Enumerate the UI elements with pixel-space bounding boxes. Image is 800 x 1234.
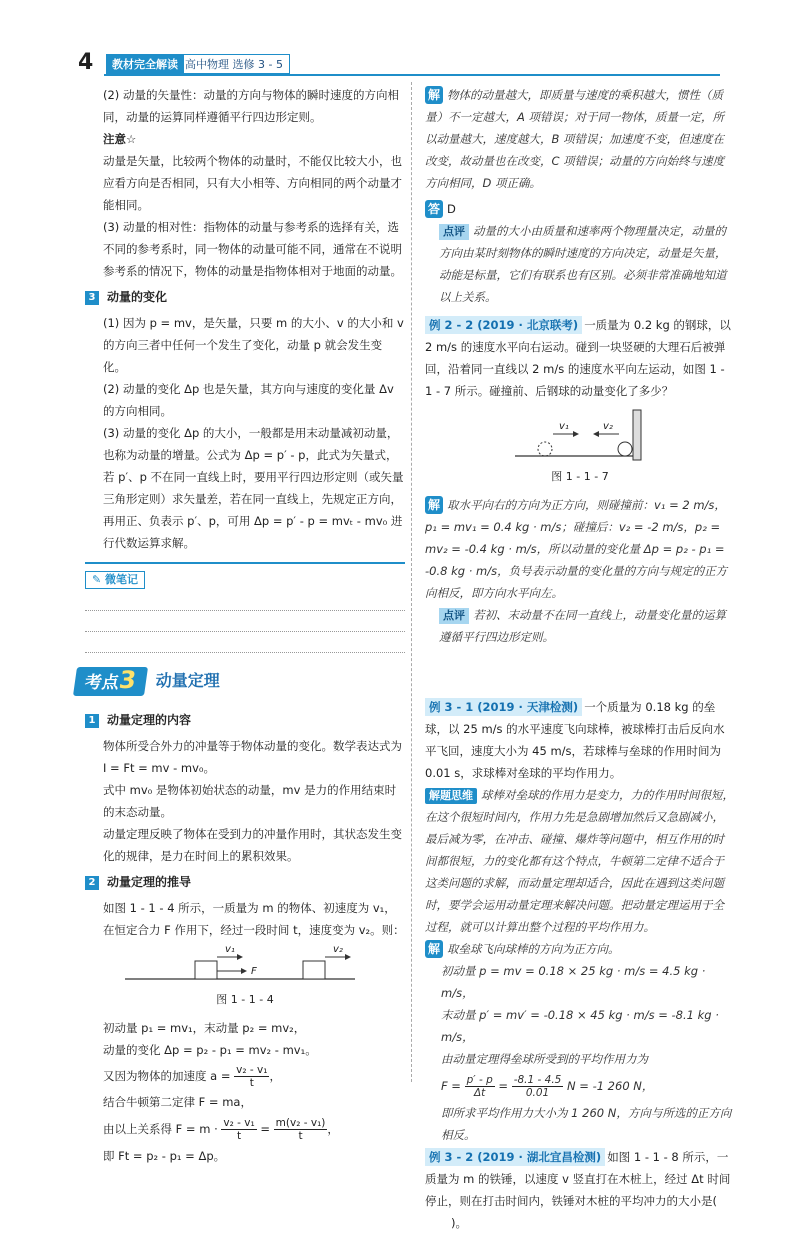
solution-2: 解 取水平向右的方向为正方向，则碰撞前：v₁ = 2 m/s，p₁ = mv₁ = 0.4 kg · m/s；碰撞后：v₂ = -2 m/s，p₂ = mv₂ = -0.4 kg · m/s，所以动量的变化量 Δp = p₂ - p₁ = -0.8 kg · m/s，负号表示动量的变化量的方向与规定的正方向相反，即方向水平向左。: [425, 498, 728, 600]
figure-1-1-4: [125, 943, 405, 987]
section-title: 动量定理的推导: [107, 875, 192, 889]
note-line: [85, 632, 405, 653]
figure-caption: 图 1 - 1 - 7: [551, 470, 609, 483]
solution-tag: 解: [425, 496, 443, 514]
comment-tag: 点评: [439, 608, 469, 624]
change-point-1: (1) 因为 p = mv，是矢量，只要 m 的大小、v 的大小和 v 的方向三者中任何一个发生了变化，动量 p 就会发生变化。: [103, 316, 404, 374]
section-theorem-content: [85, 709, 405, 731]
figure-1-1-7: [515, 408, 735, 464]
figure-1-1-4-drawing: [125, 943, 365, 987]
topic-heading: [75, 667, 405, 699]
derivation-step-5: 由以上关系得 F = m · $\frac{\text{v₂ - v₁}}{t}$ = $\frac{\text{m(v₂ - v₁)}}{t}$ ，: [103, 1117, 339, 1142]
column-divider: [411, 82, 412, 1082]
section-derivation: [85, 871, 405, 893]
page-number: 4: [78, 50, 94, 75]
example-label: 例 3 - 2 (2019 · 湖北宜昌检测): [425, 1148, 605, 1166]
label-v2: v₂: [603, 421, 613, 432]
solution-3-final: 末动量 p′ = mv′ = -0.18 × 45 kg · m/s = -8.1 kg · m/s，: [441, 1008, 719, 1044]
example-2-2: 例 2 - 2 (2019 · 北京联考) 一质量为 0.2 kg 的钢球，以 2 m/s 的速度水平向右运动。碰到一块竖硬的大理石后被弹回，沿着同一直线以 2 m/s 的速度水平向左运动，如图 1 - 1 - 7 所示。碰撞前、后钢球的动量变化了多少？: [425, 318, 731, 398]
fraction: $\frac{\text{v₂ - v₁}}{t}$: [223, 1117, 255, 1142]
book-title-badge: 教材完全解读: [106, 54, 184, 74]
label-v1: v₁: [559, 421, 569, 432]
derivation-step-6: 即 Ft = p₂ - p₁ = Δp。: [103, 1149, 226, 1163]
note-text: 动量是矢量，比较两个物体的动量时，不能仅比较大小，也应看方向是否相同，只有大小相等、方向相同的两个动量才能相同。: [103, 154, 402, 212]
example-label: 例 3 - 1 (2019 · 天津检测): [425, 698, 582, 716]
paragraph-relativity: (3) 动量的相对性：指物体的动量与参考系的选择有关，选不同的参考系时，同一物体的动量可能不同，通常在不说明参考系的情况下，物体的动量是指物体相对于地面的动量。: [103, 220, 402, 278]
thinking-tag: 解题思维: [425, 788, 477, 804]
comment-1: 点评 动量的大小由质量和速率两个物理量决定，动量的方向由某时刻物体的瞬时速度的方向决定，动量是矢量，动能是标量，它们有联系也有区别。必须非常准确地知道以上关系。: [439, 224, 727, 304]
derivation-step-3: 又因为物体的加速度 a = $\frac{\text{v₂ - v₁}}{t}$ ，: [103, 1064, 281, 1089]
book-subtitle: 高中物理 选修 3 - 5: [178, 54, 290, 74]
note-label: 注意☆: [103, 132, 137, 146]
solution-3-formula: F = $\frac{p' - p}{\Delta t}$ = $\frac{-8.1 - 4.5}{0.01}$ N = -1 260 N，: [441, 1074, 654, 1099]
label-v1: v₁: [225, 944, 235, 955]
left-column: [85, 84, 405, 1167]
pencil-icon: ✎: [92, 573, 106, 586]
section-title: 动量的变化: [107, 290, 168, 304]
section-momentum-change: [85, 286, 405, 308]
change-point-2: (2) 动量的变化 Δp 也是矢量，其方向与速度的变化量 Δv 的方向相同。: [103, 382, 394, 418]
fraction: $\frac{\text{m(v₂ - v₁)}}{t}$: [275, 1117, 326, 1142]
section-number: 1: [85, 714, 99, 728]
derivation-intro: 如图 1 - 1 - 4 所示，一质量为 m 的物体、初速度为 v₁，在恒定合力 F 作用下，经过一段时间 t，速度变为 v₂。则：: [103, 901, 405, 937]
spacer: [425, 648, 735, 696]
note-line: [85, 611, 405, 632]
solution-tag: 解: [425, 940, 443, 958]
label-v2: v₂: [333, 944, 343, 955]
section-title: 动量定理的内容: [107, 713, 192, 727]
section-number: 2: [85, 876, 99, 890]
example-3-2: 例 3 - 2 (2019 · 湖北宜昌检测) 如图 1 - 1 - 8 所示，一质量为 m 的铁锤，以速度 v 竖直打在木桩上，经过 Δt 时间停止，则在打击时间内，铁锤对木桩的平均冲力的大小是()。: [425, 1150, 731, 1230]
section-number: 3: [85, 291, 99, 305]
fraction: $\frac{p' - p}{\Delta t}$: [466, 1074, 493, 1099]
theorem-terms: 式中 mv₀ 是物体初始状态的动量，mv 是力的作用结束时的末态动量。: [103, 783, 397, 819]
theorem-statement: 物体所受合外力的冲量等于物体动量的变化。数学表达式为 I = Ft = mv - mv₀。: [103, 739, 402, 775]
figure-caption: 图 1 - 1 - 4: [216, 993, 274, 1006]
solution-1: 解 物体的动量越大，即质量与速度的乘积越大，惯性（质量）不一定越大，A 项错误；对于同一物体，质量一定，所以动量越大，速度越大，B 项错误；加速度不变，但速度在改变，故动量也在改变，C 项错误；动量的方向始终与速度方向相同，D 项正确。: [425, 88, 725, 190]
solution-3-head: 解 取垒球飞向球棒的方向为正方向。: [425, 938, 735, 960]
derivation-step-1: 初动量 p₁ = mv₁，末动量 p₂ = mv₂，: [103, 1021, 306, 1035]
answer: 答 D: [425, 198, 735, 220]
figure-1-1-7-drawing: [515, 408, 645, 464]
example-label: 例 2 - 2 (2019 · 北京联考): [425, 316, 582, 334]
label-force: F: [251, 966, 257, 977]
comment-tag: 点评: [439, 224, 469, 240]
header-rule: [104, 74, 720, 76]
derivation-step-4: 结合牛顿第二定律 F = ma，: [103, 1095, 252, 1109]
change-point-3: (3) 动量的变化 Δp 的大小，一般都是用末动量减初动量，也称为动量的增量。公式为 Δp = p′ - p，此式为矢量式，若 p′、p 不在同一直线上时，要用平行四边形定则（或矢量三角形定则）求矢量差，若在同一直线上，先规定正方向，再用正、负表示 p′、p，可用 Δp = p′ - p = mvₜ - mv₀ 进行代数运算求解。: [103, 426, 404, 550]
topic-badge: 考点3: [73, 667, 148, 696]
theorem-meaning: 动量定理反映了物体在受到力的冲量作用时，其状态发生变化的规律，是力在时间上的累积效果。: [103, 827, 402, 863]
answer-tag: 答: [425, 200, 443, 218]
notes-label: ✎ 微笔记: [85, 571, 145, 589]
note-line: [85, 590, 405, 611]
paragraph-vector: (2) 动量的矢量性：动量的方向与物体的瞬时速度的方向相同，动量的运算同样遵循平行四边形定则。: [103, 88, 399, 124]
comment-2: 点评 若初、末动量不在同一直线上，动量变化量的运算遵循平行四边形定则。: [439, 608, 726, 644]
thinking: 解题思维 球棒对垒球的作用力是变力，力的作用时间很短，在这个很短时间内，作用力先是急剧增加然后又急剧减小，最后减为零，在冲击、碰撞、爆炸等问题中，相互作用的时间都很短，力的变化都有这个特点，牛顿第二定律不适合于这类问题的求解，而动量定理却适合，因此在遇到这类问题时，要学会运用动量定理来解决问题。把动量定理运用于全过程，就可以计算出整个过程的平均作用力。: [425, 788, 734, 934]
solution-3-conclusion: 即所求平均作用力大小为 1 260 N，方向与所选的正方向相反。: [441, 1106, 732, 1142]
solution-3-initial: 初动量 p = mv = 0.18 × 25 kg · m/s = 4.5 kg · m/s，: [441, 964, 706, 1000]
solution-tag: 解: [425, 86, 443, 104]
derivation-step-2: 动量的变化 Δp = p₂ - p₁ = mv₂ - mv₁。: [103, 1043, 317, 1057]
solution-3-text: 由动量定理得垒球所受到的平均作用力为: [441, 1052, 648, 1066]
topic-title: 动量定理: [155, 671, 220, 690]
example-3-1: 例 3 - 1 (2019 · 天津检测) 一个质量为 0.18 kg 的垒球，以 25 m/s 的水平速度飞向球棒，被球棒打击后反向水平飞回，速度大小为 45 m/s，若球棒与垒球的作用时间为 0.01 s，求球棒对垒球的平均作用力。: [425, 700, 725, 780]
right-column: [425, 84, 735, 1234]
notes-area: [85, 562, 405, 653]
fraction: $\frac{\text{v₂ - v₁}}{t}$: [236, 1064, 268, 1089]
fraction: $\frac{-8.1 - 4.5}{0.01}$: [513, 1074, 562, 1099]
